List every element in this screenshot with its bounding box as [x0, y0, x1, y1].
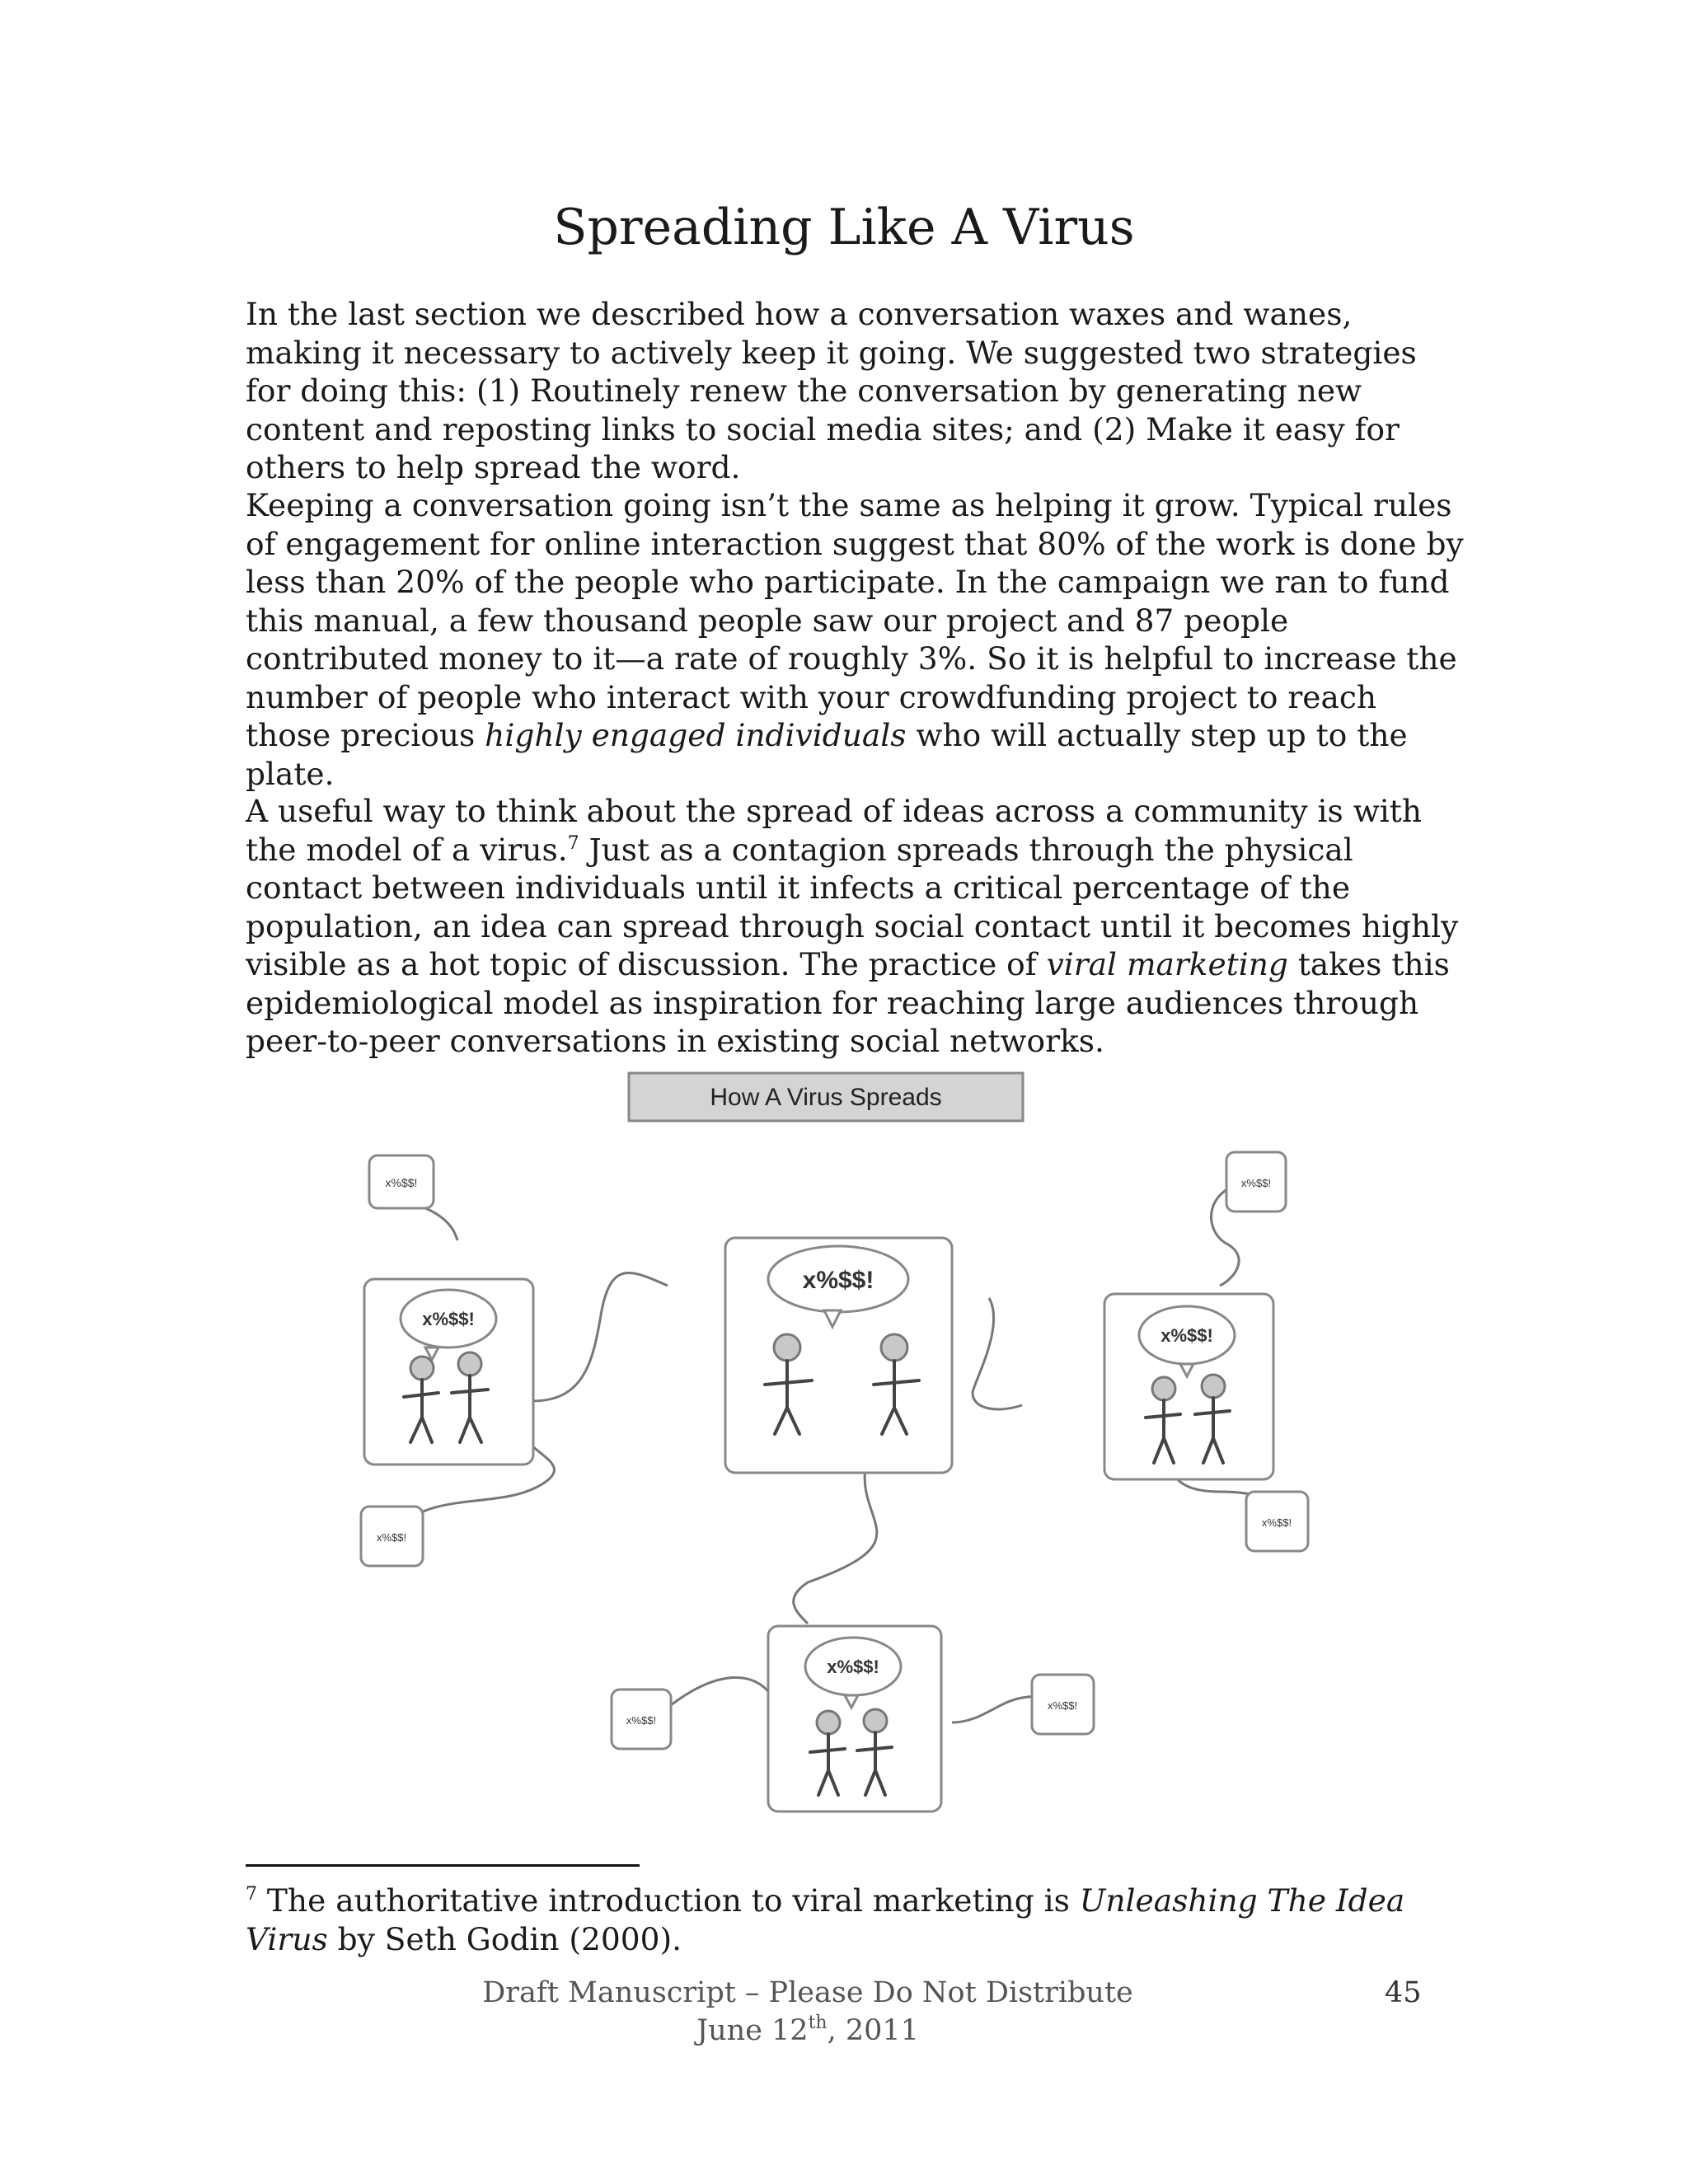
tag-text: x%$$! [1261, 1516, 1292, 1529]
footnote-divider [246, 1864, 640, 1867]
diagram-title: How A Virus Spreads [710, 1084, 942, 1111]
emphasis-text: viral marketing [1046, 946, 1288, 982]
speech-text: x%$$! [802, 1267, 874, 1294]
paragraph-text: A useful way to think about the spread of ideas across a community is with the model of a virus. [246, 793, 1423, 868]
speech-text: x%$$! [827, 1657, 879, 1677]
tag-box-right [1246, 1492, 1308, 1551]
person-box-left [364, 1279, 533, 1465]
tag-box-top-left [369, 1155, 434, 1208]
footer-date-suffix: th [808, 2013, 828, 2033]
footnote [246, 1882, 1465, 1958]
tag-box-bottom-center-left [612, 1690, 671, 1749]
page-number: 45 [1385, 1976, 1422, 2009]
tag-text: x%$$! [1240, 1177, 1272, 1189]
tag-text: x%$$! [626, 1714, 657, 1727]
tag-box-bottom-left [361, 1507, 423, 1566]
footnote-text: by Seth Godin (2000). [327, 1920, 682, 1957]
paragraph-text: who will actually step up to the plate. [246, 717, 1408, 792]
footnote-book-title: Unleashing The Idea Virus [246, 1882, 1405, 1957]
person-box-right [1104, 1294, 1273, 1479]
speech-text: x%$$! [422, 1309, 475, 1329]
footnote-marker: 7 [246, 1884, 257, 1905]
tag-box-bottom-center-right [1032, 1675, 1094, 1734]
footer-date [0, 2014, 1615, 2047]
footer-draft-notice: Draft Manuscript – Please Do Not Distribute [482, 1976, 1133, 2009]
paragraph-3 [246, 792, 1465, 1061]
paragraph-1 [246, 295, 1465, 487]
tag-text: x%$$! [1047, 1699, 1078, 1712]
emphasis-text: highly engaged individuals [485, 717, 907, 753]
footer-date-text: June 12 [696, 2014, 809, 2047]
person-box-bottom [768, 1626, 941, 1811]
tag-box-top-right [1226, 1152, 1286, 1212]
paragraph-text: In the last section we described how a conversation waxes and wanes, making it necessary to actively keep it going. We suggested two strategies for doing this: (1) Routinely renew the conversation by generating new content and reposting links to social media sites; and (2) Make it easy for others to help spread the word. [246, 296, 1417, 485]
person-box-center [725, 1238, 952, 1473]
page-title: Spreading Like A Virus [553, 199, 1135, 256]
speech-text: x%$$! [1160, 1325, 1213, 1346]
paragraph-text: Keeping a conversation going isn’t the same as helping it grow. Typical rules of engagement for online interaction suggest that 80% of the work is done by less than 20% of the people who participate. In the campaign we ran to fund this manual, a few thousand people saw our project and 87 people contributed money to it—a rate of roughly 3%. So it is helpful to increase the number of people who interact with your crowdfunding project to reach those precious [246, 487, 1464, 753]
paragraph-2 [246, 486, 1465, 793]
tag-text: x%$$! [385, 1176, 418, 1189]
footnote-reference[interactable]: 7 [567, 832, 579, 854]
paragraph-text: takes this epidemiological model as inspiration for reaching large audiences through peer-to-peer conversations in existing social networks. [246, 946, 1450, 1059]
virus-spread-diagram [346, 1063, 1335, 1821]
footnote-text: The authoritative introduction to viral marketing is [257, 1882, 1080, 1919]
footer-date-text: , 2011 [827, 2014, 919, 2047]
paragraph-text: Just as a contagion spreads through the physical contact between individuals until it infects a critical percentage of the population, an idea can spread through social contact until it becomes highly visible as a hot topic of discussion. The practice of [246, 831, 1459, 982]
tag-text: x%$$! [376, 1531, 407, 1544]
